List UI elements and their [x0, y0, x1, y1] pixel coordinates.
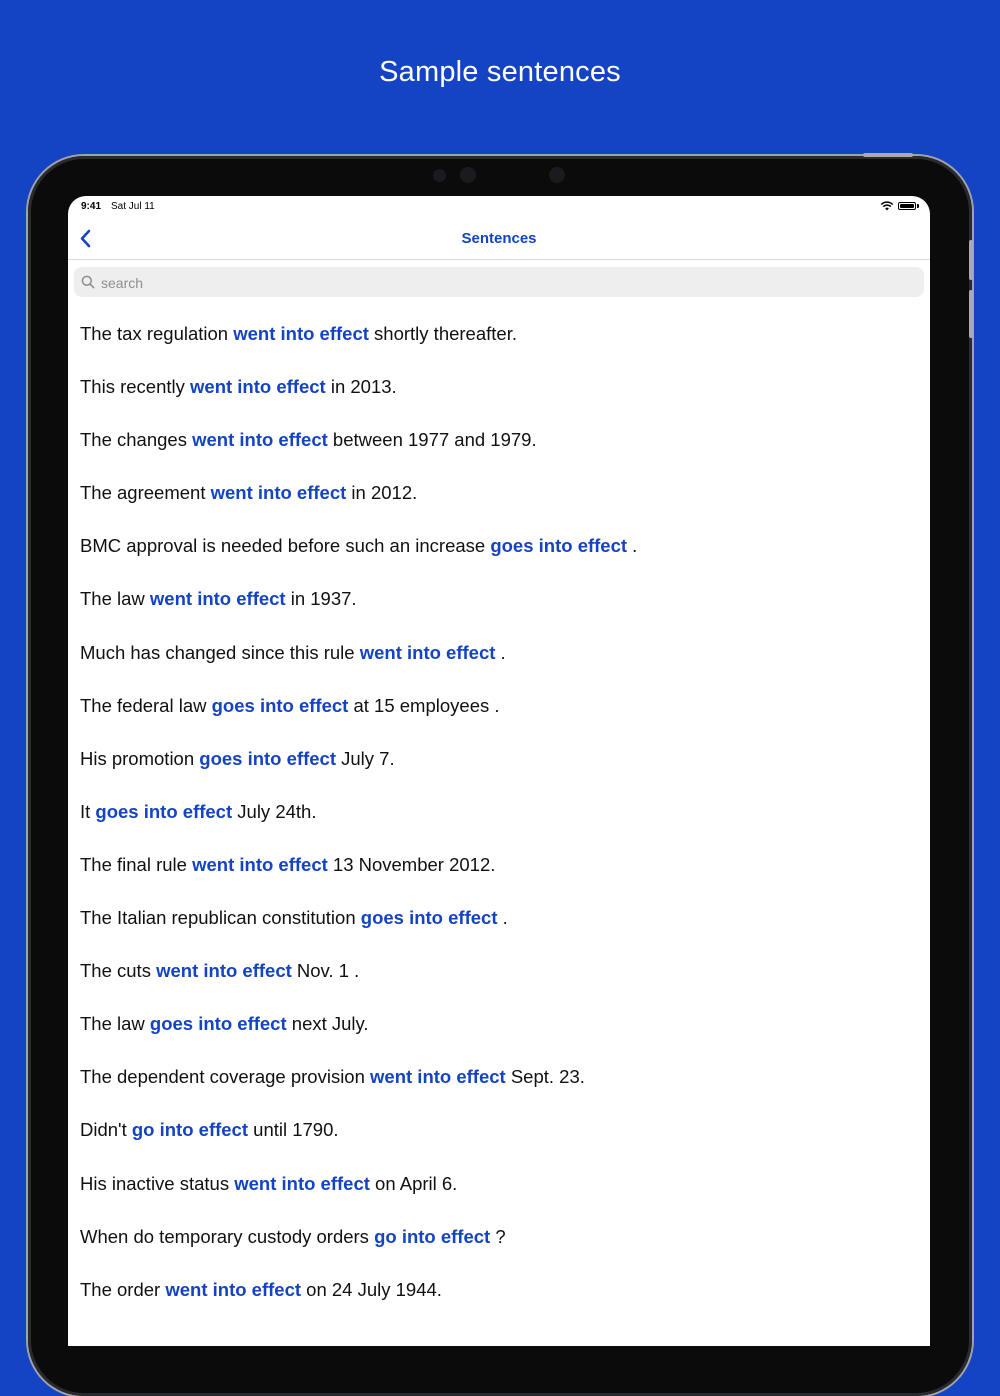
sentence-text: The law [80, 1013, 150, 1035]
sentence-text: in 1937. [285, 588, 357, 610]
highlighted-phrase: goes into effect [95, 800, 233, 822]
sentence-text: Didn't [80, 1119, 132, 1141]
status-date: Sat Jul 11 [111, 201, 155, 212]
highlighted-phrase: went into effect [210, 482, 347, 504]
sentence-text: The agreement [80, 482, 211, 504]
volume-down-button [969, 290, 973, 338]
status-bar [68, 196, 930, 218]
sentence-row[interactable] [80, 903, 920, 956]
sentence-row[interactable] [80, 1275, 920, 1328]
app-screen [68, 196, 930, 1346]
sentence-text: The law [80, 588, 150, 610]
highlighted-phrase: went into effect [149, 588, 286, 610]
sentence-row[interactable] [80, 478, 920, 531]
search-icon [81, 275, 95, 289]
sentence-text: in 2012. [346, 482, 418, 504]
sentence-text: The changes [80, 429, 193, 451]
sentence-text: on April 6. [369, 1172, 458, 1194]
sentence-list [80, 319, 920, 1328]
sentence-text: next July. [286, 1013, 369, 1035]
highlighted-phrase: went into effect [359, 641, 496, 663]
sentence-row[interactable] [80, 1062, 920, 1115]
sentence-text: . [497, 907, 508, 929]
sentence-row[interactable] [80, 425, 920, 478]
sentence-row[interactable] [80, 956, 920, 1009]
sentence-text: 13 November 2012. [327, 853, 496, 875]
sentence-text: The cuts [80, 960, 157, 982]
wifi-icon [880, 201, 894, 211]
sentence-text: When do temporary custody orders [80, 1225, 375, 1247]
sentence-text: The Italian republican constitution [80, 907, 361, 929]
sentence-text: at 15 employees . [348, 694, 500, 716]
sentence-row[interactable] [80, 531, 920, 584]
highlighted-phrase: goes into effect [211, 694, 349, 716]
sentence-text: Much has changed since this rule [80, 641, 360, 663]
sentence-row[interactable] [80, 850, 920, 903]
highlighted-phrase: goes into effect [199, 747, 336, 769]
status-time: 9:41 [81, 201, 102, 212]
sentence-row[interactable] [80, 638, 920, 691]
sentence-text: . [627, 535, 638, 557]
page-title: Sentences [461, 230, 537, 247]
sentence-text: ? [490, 1225, 506, 1247]
highlighted-phrase: went into effect [370, 1066, 506, 1088]
highlighted-phrase: went into effect [190, 376, 326, 398]
sentence-text: The dependent coverage provision [80, 1066, 371, 1088]
sentence-text: Nov. 1 . [291, 960, 360, 982]
search-bar[interactable] [74, 267, 924, 297]
sentence-row[interactable] [80, 319, 920, 372]
sentence-text: July 7. [335, 747, 395, 769]
highlighted-phrase: went into effect [234, 1172, 370, 1194]
sentence-text: in 2013. [325, 376, 397, 398]
front-camera [460, 167, 476, 183]
sentence-text: His inactive status [80, 1172, 235, 1194]
sentence-text: on 24 July 1944. [301, 1278, 442, 1300]
highlighted-phrase: went into effect [192, 429, 328, 451]
sentence-text: The order [80, 1278, 166, 1300]
highlighted-phrase: went into effect [165, 1278, 302, 1300]
sentence-row[interactable] [80, 1115, 920, 1168]
highlighted-phrase: goes into effect [149, 1013, 287, 1035]
battery-icon [898, 202, 916, 210]
sentence-text: This recently [80, 376, 191, 398]
search-input[interactable] [99, 267, 918, 299]
highlighted-phrase: went into effect [233, 323, 369, 344]
volume-up-button [969, 240, 973, 280]
face-sensor [549, 167, 565, 183]
sentence-row[interactable] [80, 372, 920, 425]
sentence-text: BMC approval is needed before such an increase [80, 535, 491, 557]
sentence-row[interactable] [80, 1169, 920, 1222]
promo-title: Sample sentences [379, 56, 621, 88]
battery-cap [917, 204, 919, 208]
highlighted-phrase: go into effect [374, 1225, 491, 1247]
highlighted-phrase: went into effect [156, 960, 292, 982]
sentence-row[interactable] [80, 1222, 920, 1275]
sentence-row[interactable] [80, 797, 920, 850]
sentence-text: The federal law [80, 694, 212, 716]
sentence-text: between 1977 and 1979. [327, 429, 537, 451]
sentence-text: The final rule [80, 853, 193, 875]
sentence-text: July 24th. [232, 800, 317, 822]
sentence-text: His promotion [80, 747, 200, 769]
sentence-row[interactable] [80, 691, 920, 744]
power-button [863, 153, 913, 157]
sentence-text: . [495, 641, 506, 663]
sentence-text: shortly thereafter. [368, 323, 517, 344]
camera-sensor [433, 169, 446, 182]
highlighted-phrase: go into effect [131, 1119, 249, 1141]
highlighted-phrase: goes into effect [490, 535, 628, 557]
navigation-bar [68, 218, 930, 260]
highlighted-phrase: goes into effect [360, 907, 498, 929]
sentence-text: until 1790. [248, 1119, 339, 1141]
sentence-text: Sept. 23. [505, 1066, 585, 1088]
sentence-row[interactable] [80, 584, 920, 637]
sentence-row[interactable] [80, 1009, 920, 1062]
sentence-text: It [80, 800, 96, 822]
highlighted-phrase: went into effect [192, 853, 328, 875]
sentence-row[interactable] [80, 744, 920, 797]
sentence-text: The tax regulation [80, 323, 234, 344]
